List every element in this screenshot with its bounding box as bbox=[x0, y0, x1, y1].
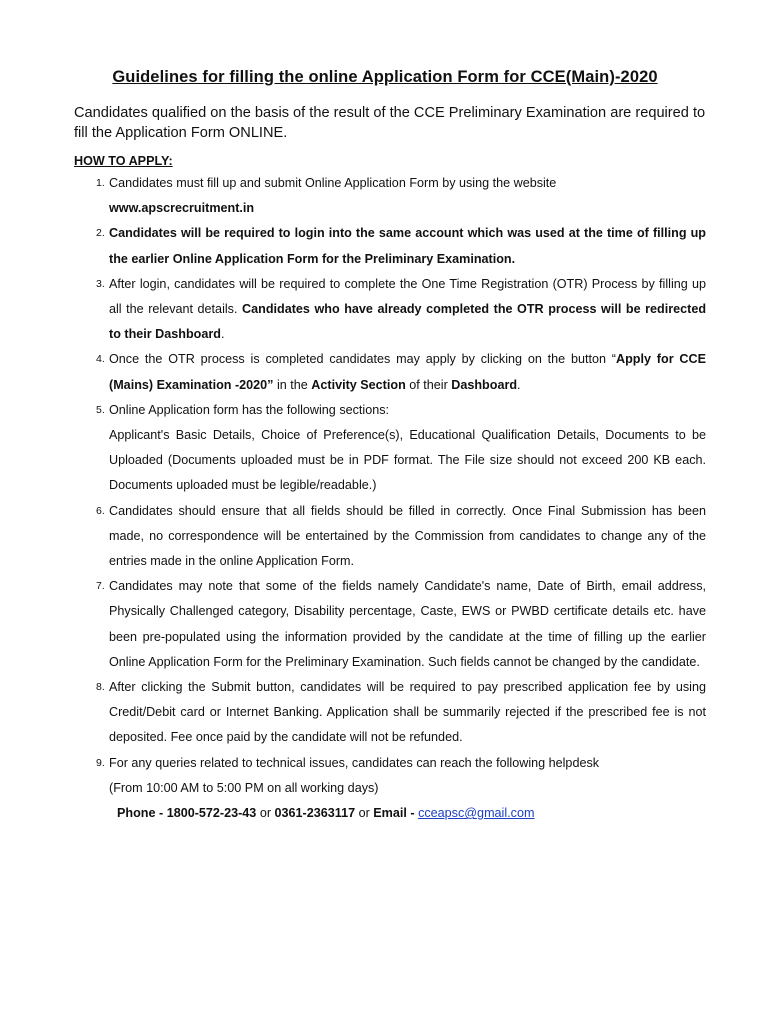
item-text-bold: Candidates who have already completed the OTR process will be redirected to their Dashboard bbox=[109, 302, 707, 342]
dashboard-name: Dashboard bbox=[451, 377, 518, 392]
list-item bbox=[0, 398, 770, 499]
item-text: Candidates must fill up and submit Online Application Form by using the website bbox=[109, 176, 557, 190]
list-item bbox=[0, 499, 770, 575]
item-number: 2. bbox=[96, 227, 105, 240]
item-text: Once the OTR process is completed candidates may apply by clicking on the button “ bbox=[109, 352, 617, 367]
list-item bbox=[0, 171, 770, 221]
item-text: After clicking the Submit button, candidates will be required to pay prescribed application fee by using Credit/Debit card or Internet Banking. Application shall be summarily rejected if the prescribed fee is not deposited. Fee once paid by the candidate will not be refunded. bbox=[109, 680, 706, 745]
how-to-apply-heading: HOW TO APPLY: bbox=[74, 154, 173, 168]
apply-button-name: Apply for CCE (Mains) Examination -2020” bbox=[109, 352, 707, 392]
item-text: Online Application form has the following sections: bbox=[109, 402, 390, 417]
item-text: For any queries related to technical issues, candidates can reach the following helpdesk bbox=[109, 755, 600, 770]
phone-number-1: 1800-572-23-43 bbox=[166, 806, 257, 821]
list-item bbox=[0, 221, 770, 271]
item-text-end: . bbox=[517, 377, 521, 392]
list-item bbox=[0, 675, 770, 751]
item-text: Candidates should ensure that all fields should be filled in correctly. Once Final Submission has been made, no correspondence will be entertained by the Commission from candidates to change any of the entries made in the online Application Form. bbox=[109, 503, 706, 569]
list-item bbox=[0, 272, 770, 348]
helpdesk-contact bbox=[109, 801, 706, 826]
email-link[interactable]: cceapsc@gmail.com bbox=[418, 806, 535, 821]
phone-number-2: 0361-2363117 bbox=[274, 806, 356, 821]
list-item bbox=[0, 751, 770, 827]
item-text: in the bbox=[273, 377, 312, 392]
or-separator: or bbox=[355, 806, 374, 821]
email-label: Email - bbox=[373, 806, 419, 821]
item-number: 3. bbox=[96, 277, 105, 290]
item-text-bold: Candidates will be required to login into the same account which was used at the time of filling up the earlier Online Application Form for the Preliminary Examination. bbox=[109, 226, 706, 266]
activity-section-name: Activity Section bbox=[311, 377, 406, 392]
item-number: 9. bbox=[96, 756, 105, 769]
item-number: 6. bbox=[96, 504, 105, 517]
list-item bbox=[0, 574, 770, 675]
website-link[interactable]: www.apscrecruitment.in bbox=[109, 201, 255, 216]
list-item bbox=[0, 347, 770, 397]
item-number: 8. bbox=[96, 681, 105, 694]
item-text-end: . bbox=[220, 327, 225, 342]
item-text: After login, candidates will be required to complete the One Time Registration (OTR) Process by filling up all the relevant details. bbox=[109, 276, 706, 317]
item-text: Candidates may note that some of the fields namely Candidate's name, Date of Birth, email address, Physically Challenged category, Disability percentage, Caste, EWS or PWBD certificate details etc. have been pre-populated using the information provided by the candidate at the time of filling up the earlier Online Application Form for the Preliminary Examination. Such fields cannot be changed by the candidate. bbox=[109, 579, 706, 669]
item-number: 1. bbox=[96, 177, 105, 189]
or-separator: or bbox=[256, 806, 275, 821]
instructions-list bbox=[0, 171, 770, 826]
phone-label: Phone - bbox=[117, 806, 167, 821]
page-title: Guidelines for filling the online Application Form for CCE(Main)-2020 bbox=[112, 68, 658, 86]
item-number: 5. bbox=[96, 403, 105, 416]
sections-description: Applicant's Basic Details, Choice of Preference(s), Educational Qualification Details, Documents to be Uploaded (Documents uploaded must be in PDF format. The File size should not exceed 200 KB each. Documents uploaded must be legible/readable.) bbox=[109, 428, 706, 493]
helpdesk-hours: (From 10:00 AM to 5:00 PM on all working days) bbox=[109, 780, 379, 795]
item-number: 4. bbox=[96, 353, 105, 366]
item-text: of their bbox=[405, 377, 452, 392]
item-number: 7. bbox=[96, 580, 105, 593]
intro-paragraph: Candidates qualified on the basis of the result of the CCE Preliminary Examination are required to fill the Application Form ONLINE. bbox=[74, 105, 706, 141]
